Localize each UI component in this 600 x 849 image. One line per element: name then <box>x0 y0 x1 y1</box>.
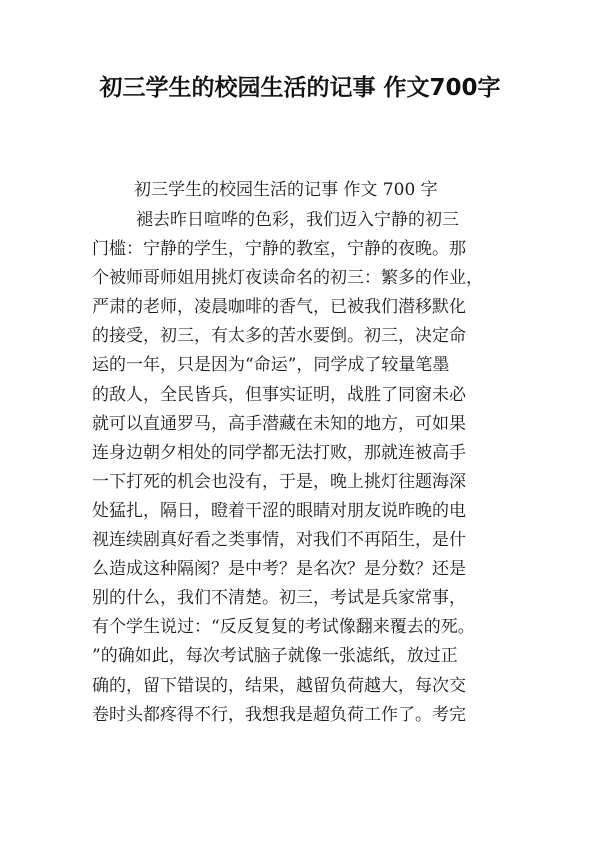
body-line: 门槛：宁静的学生，宁静的教室，宁静的夜晚。那 <box>92 239 466 260</box>
body-line: 一下打死的机会也没有，于是，晚上挑灯往题海深 <box>92 471 466 492</box>
body-line: 确的，留下错误的，结果，越留负荷越大，每次交 <box>92 675 466 696</box>
body-line: 么造成这种隔阂？是中考？是名次？是分数？还是 <box>92 559 466 580</box>
body-line: 个被师哥师姐用挑灯夜读命名的初三：繁多的作业， <box>92 268 483 289</box>
body-line: ”的确如此，每次考试脑子就像一张滤纸，放过正 <box>92 646 458 667</box>
page-title: 初三学生的校园生活的记事 作文700字 <box>99 75 501 101</box>
article-subtitle: 初三学生的校园生活的记事 作文 700 字 <box>134 180 438 200</box>
body-line: 卷时头都疼得不行，我想我是超负荷工作了。考完 <box>92 704 466 725</box>
body-line: 连身边朝夕相处的同学都无法打败，那就连被高手 <box>92 442 466 463</box>
article-body <box>92 206 512 730</box>
body-line: 别的什么，我们不清楚。初三，考试是兵家常事， <box>92 588 466 609</box>
body-line: 的敌人，全民皆兵，但事实证明，战胜了同窗未必 <box>92 384 466 405</box>
body-line: 运的一年，只是因为“命运”，同学成了较量笔墨 <box>92 355 450 376</box>
body-line: 处猛扎，隔日，瞪着干涩的眼睛对朋友说昨晚的电 <box>92 500 466 521</box>
body-line: 视连续剧真好看之类事情，对我们不再陌生，是什 <box>92 530 466 551</box>
body-line: 严肃的老师，凌晨咖啡的香气，已被我们潜移默化 <box>92 297 466 318</box>
body-line: 有个学生说过：“反反复复的考试像翻来覆去的死。 <box>92 617 475 638</box>
body-line: 褪去昨日喧哗的色彩，我们迈入宁静的初三 <box>136 210 459 230</box>
body-line: 的接受，初三，有太多的苦水要倒。初三，决定命 <box>92 326 466 347</box>
body-line: 就可以直通罗马，高手潜藏在未知的地方，可如果 <box>92 413 466 434</box>
